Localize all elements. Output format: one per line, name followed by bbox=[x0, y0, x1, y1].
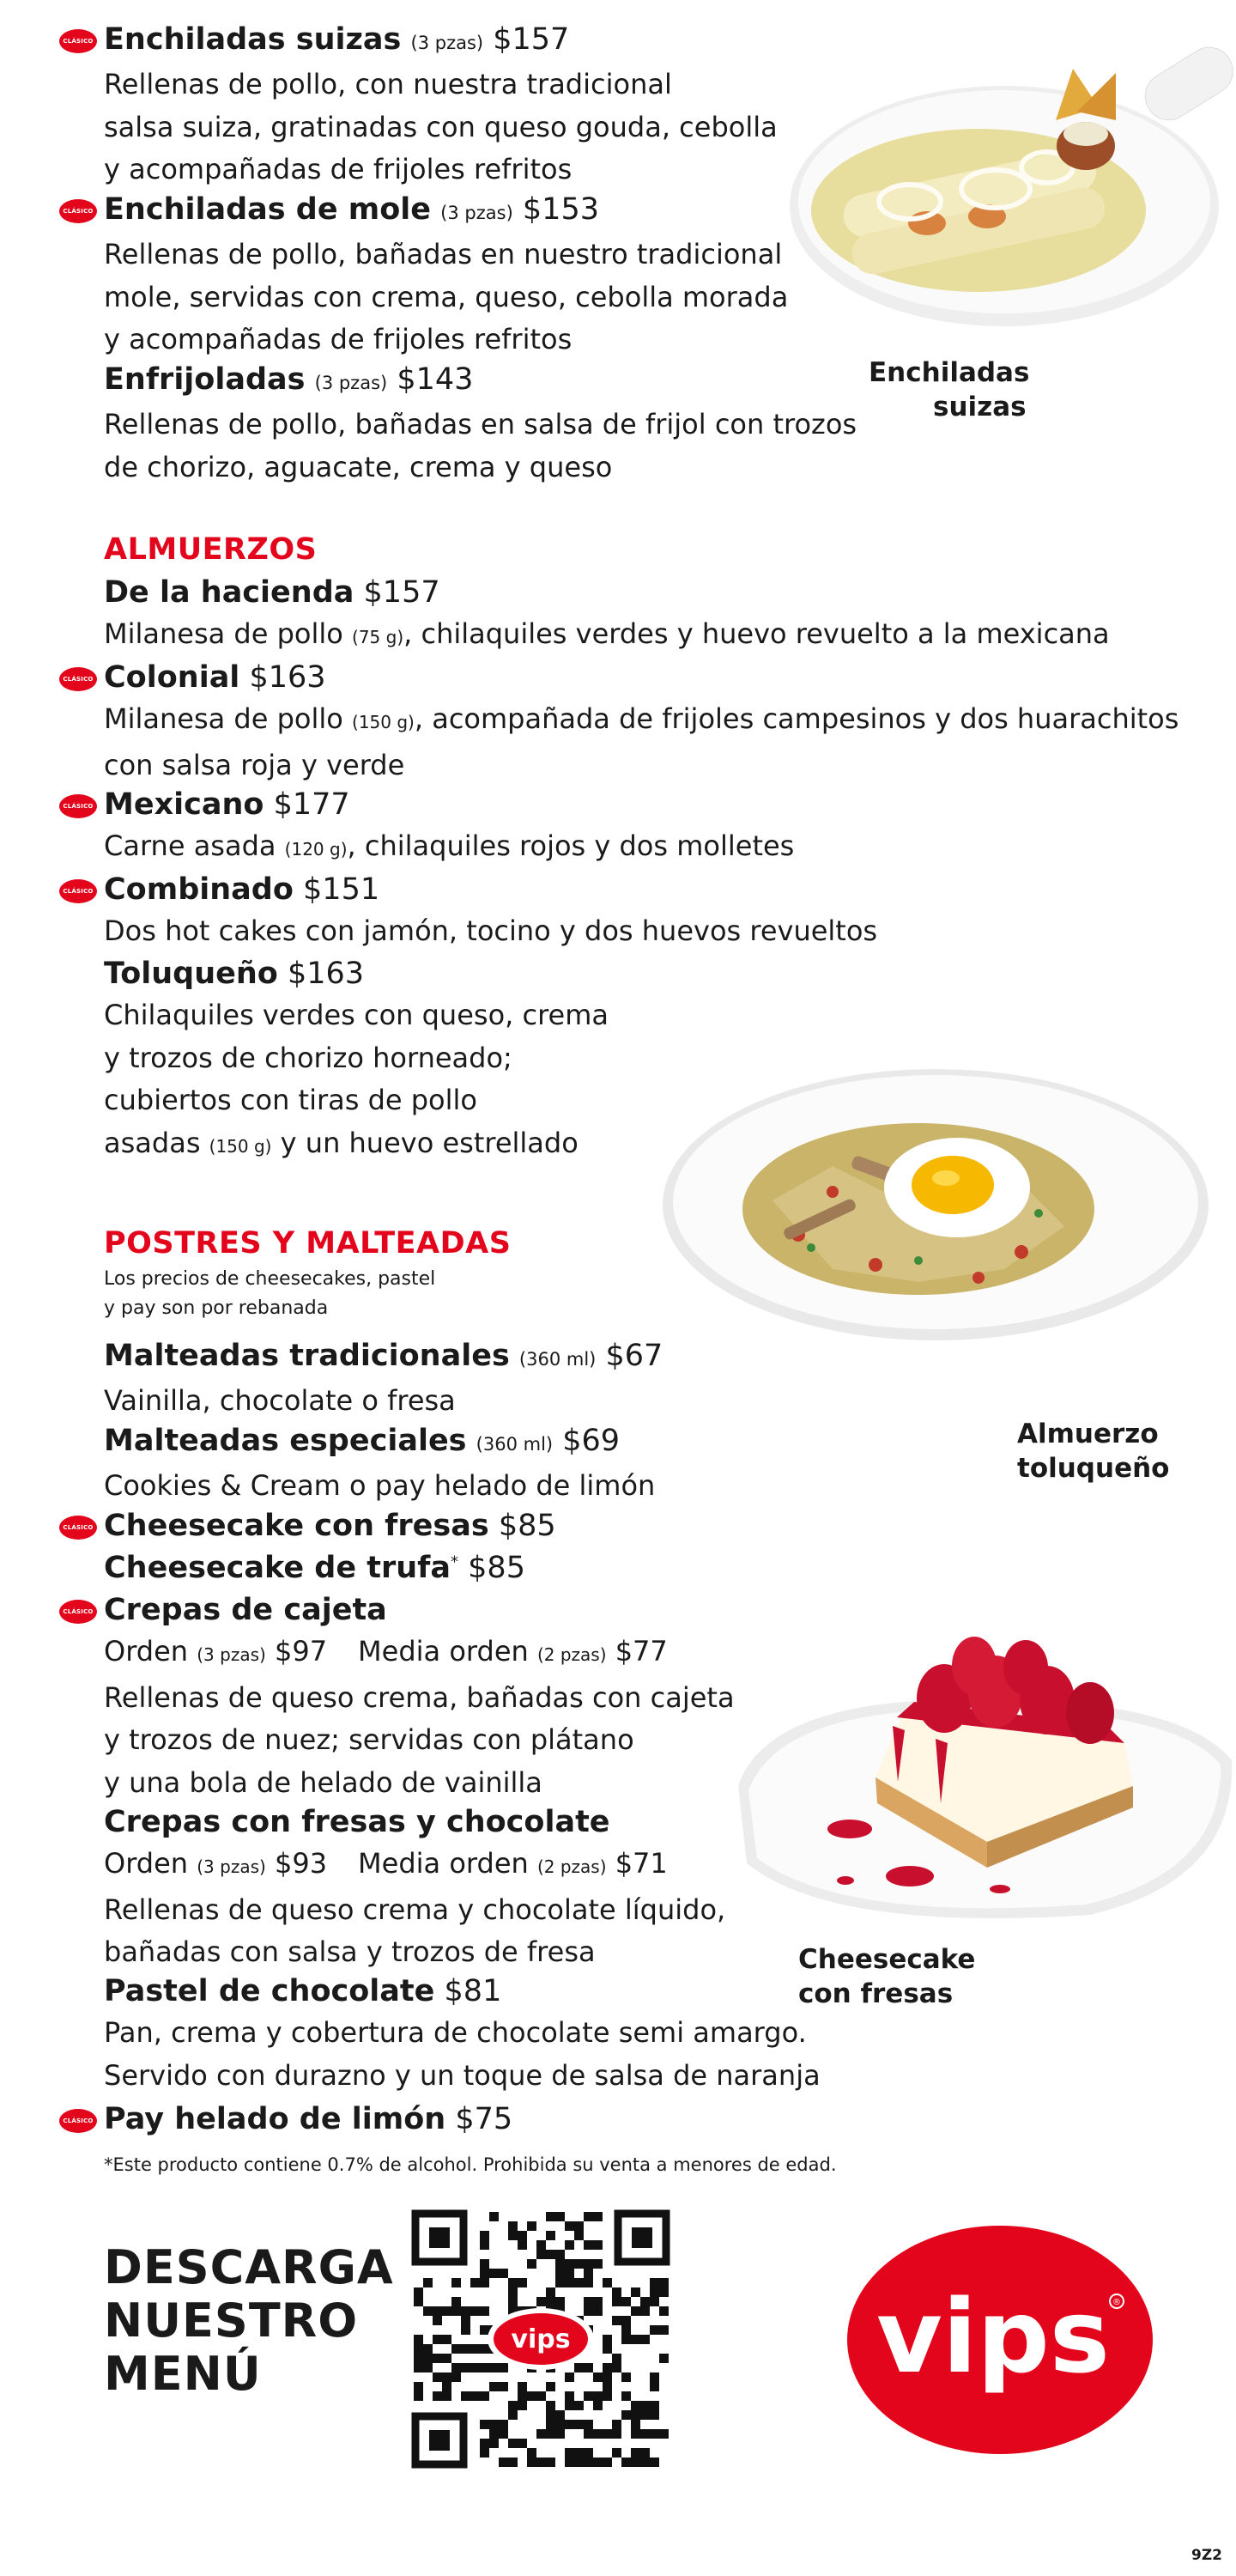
item-price: $85 bbox=[468, 1551, 525, 1585]
enchiladas-caption: Enchiladas suizas bbox=[869, 357, 1030, 422]
item-desc: Rellenas de pollo, bañadas en nuestro tradicional bbox=[104, 238, 783, 270]
menu-item-enchiladas-mole[interactable] bbox=[63, 189, 789, 361]
menu-item-combinado[interactable] bbox=[63, 869, 878, 953]
item-qty: (3 pzas) bbox=[440, 203, 513, 223]
menu-item-enfrijoladas[interactable] bbox=[104, 359, 857, 489]
menu-item-toluqueno[interactable] bbox=[104, 953, 609, 1168]
item-desc: bañadas con salsa y trozos de fresa bbox=[104, 1935, 596, 1968]
item-qty: (360 ml) bbox=[476, 1434, 554, 1455]
item-desc: y trozos de chorizo horneado; bbox=[104, 1041, 512, 1074]
clasico-badge-icon: CLÁSICO bbox=[59, 667, 97, 691]
item-name: Pastel de chocolate bbox=[104, 1974, 435, 2008]
item-desc: Dos hot cakes con jamón, tocino y dos huevos revueltos bbox=[104, 914, 878, 947]
menu-item-pay-helado-limon[interactable] bbox=[63, 2099, 513, 2140]
logo-text: vips bbox=[876, 2277, 1111, 2396]
item-desc: Rellenas de pollo, bañadas en salsa de frijol con trozos bbox=[104, 408, 857, 440]
item-desc: y trozos de nuez; servidas con plátano bbox=[104, 1723, 634, 1756]
item-desc: Milanesa de pollo (150 g), acompañada de frijoles campesinos y dos huarachitos bbox=[104, 702, 1179, 735]
item-desc: de chorizo, aguacate, crema y queso bbox=[104, 450, 613, 483]
menu-item-colonial[interactable] bbox=[63, 657, 1179, 787]
clasico-badge-icon: CLÁSICO bbox=[59, 794, 97, 818]
item-desc: Rellenas de pollo, con nuestra tradicional bbox=[104, 68, 672, 100]
item-desc: cubiertos con tiras de pollo bbox=[104, 1084, 477, 1116]
menu-item-de-la-hacienda[interactable] bbox=[104, 572, 1110, 659]
menu-item-crepas-fresas-chocolate[interactable] bbox=[104, 1801, 725, 1974]
item-order-prices: Orden (3 pzas) $93 Media orden (2 pzas) $71 bbox=[104, 1847, 668, 1880]
clasico-badge-icon: CLÁSICO bbox=[59, 29, 97, 53]
cheesecake-fresas-photo bbox=[730, 1631, 1236, 1941]
item-name: Crepas de cajeta bbox=[104, 1593, 387, 1627]
item-desc: Rellenas de queso crema y chocolate líquido, bbox=[104, 1893, 726, 1926]
item-price: $75 bbox=[455, 2102, 513, 2136]
item-name: Pay helado de limón bbox=[104, 2102, 446, 2136]
item-name: Malteadas especiales bbox=[104, 1424, 467, 1458]
item-name: Combinado bbox=[104, 872, 294, 907]
almuerzo-toluqueno-photo bbox=[661, 1063, 1210, 1346]
item-desc: Rellenas de queso crema, bañadas con cajeta bbox=[104, 1680, 735, 1714]
item-name: Crepas con fresas y chocolate bbox=[104, 1805, 610, 1839]
item-price: $67 bbox=[605, 1339, 663, 1373]
almuerzo-caption: Almuerzo toluqueño bbox=[1017, 1419, 1170, 1484]
item-price: $143 bbox=[397, 362, 474, 397]
item-desc: Carne asada (120 g), chilaquiles rojos y dos molletes bbox=[104, 829, 795, 862]
vips-logo bbox=[845, 2224, 1154, 2456]
item-desc: Vainilla, chocolate o fresa bbox=[104, 1384, 456, 1417]
menu-item-mexicano[interactable] bbox=[63, 784, 795, 872]
footnote: *Este producto contiene 0.7% de alcohol. Prohibida su venta a menores de edad. bbox=[104, 2154, 837, 2175]
item-desc: y acompañadas de frijoles refritos bbox=[104, 153, 573, 185]
cheesecake-caption: Cheesecake con fresas bbox=[798, 1944, 976, 2009]
clasico-badge-icon: CLÁSICO bbox=[59, 2109, 97, 2133]
item-name: Enfrijoladas bbox=[104, 362, 306, 397]
item-desc: Cookies & Cream o pay helado de limón bbox=[104, 1469, 656, 1502]
item-desc: mole, servidas con crema, queso, cebolla morada bbox=[104, 280, 789, 313]
menu-item-malteadas-tradicionales[interactable] bbox=[104, 1335, 663, 1423]
menu-item-enchiladas-suizas[interactable] bbox=[63, 19, 778, 191]
item-price: $163 bbox=[288, 957, 365, 991]
qr-code[interactable] bbox=[410, 2208, 671, 2470]
item-name: Enchiladas de mole bbox=[104, 192, 432, 227]
item-price: $69 bbox=[562, 1424, 621, 1458]
item-desc: Milanesa de pollo (75 g), chilaquiles verdes y huevo revuelto a la mexicana bbox=[104, 617, 1110, 650]
item-price: $157 bbox=[363, 575, 440, 610]
menu-item-cheesecake-trufa[interactable] bbox=[104, 1547, 525, 1589]
item-desc: Chilaquiles verdes con queso, crema bbox=[104, 999, 609, 1031]
almuerzos-title: ALMUERZOS bbox=[104, 532, 318, 567]
item-name: Colonial bbox=[104, 660, 240, 695]
clasico-badge-icon: CLÁSICO bbox=[59, 199, 97, 223]
item-price: $177 bbox=[273, 787, 350, 822]
item-desc: y una bola de helado de vainilla bbox=[104, 1765, 542, 1799]
registered-icon: ® bbox=[1112, 2298, 1121, 2307]
item-desc: asadas (150 g) y un huevo estrellado bbox=[104, 1126, 579, 1159]
item-price: $157 bbox=[493, 22, 570, 57]
menu-item-malteadas-especiales[interactable] bbox=[104, 1420, 655, 1508]
item-name: Mexicano bbox=[104, 787, 264, 822]
alcohol-mark: * bbox=[451, 1552, 459, 1571]
item-price: $151 bbox=[303, 872, 380, 907]
enchiladas-suizas-photo bbox=[772, 26, 1236, 352]
item-name: De la hacienda bbox=[104, 575, 354, 610]
clasico-badge-icon: CLÁSICO bbox=[59, 1516, 97, 1540]
item-price: $81 bbox=[444, 1974, 502, 2008]
qr-code-icon bbox=[410, 2208, 671, 2470]
postres-note: Los precios de cheesecakes, pastel y pay son por rebanada bbox=[104, 1268, 436, 1319]
item-qty: (360 ml) bbox=[518, 1349, 597, 1370]
item-price: $85 bbox=[498, 1509, 556, 1543]
item-order-prices: Orden (3 pzas) $97 Media orden (2 pzas) $77 bbox=[104, 1635, 668, 1668]
item-qty: (3 pzas) bbox=[314, 373, 388, 393]
item-desc: Pan, crema y cobertura de chocolate semi amargo. bbox=[104, 2016, 807, 2049]
postres-title: POSTRES Y MALTEADAS bbox=[104, 1226, 512, 1261]
item-name: Enchiladas suizas bbox=[104, 22, 402, 57]
item-name: Cheesecake con fresas bbox=[104, 1509, 489, 1543]
item-price: $153 bbox=[522, 192, 599, 227]
item-desc: salsa suiza, gratinadas con queso gouda, cebolla bbox=[104, 110, 778, 143]
download-menu-heading: DESCARGA NUESTRO MENÚ bbox=[104, 2240, 394, 2401]
item-name: Malteadas tradicionales bbox=[104, 1339, 510, 1373]
item-qty: (3 pzas) bbox=[410, 33, 484, 53]
item-price: $163 bbox=[249, 660, 326, 695]
qr-logo-text: vips bbox=[511, 2324, 571, 2354]
item-name: Toluqueño bbox=[104, 957, 278, 991]
menu-item-pastel-chocolate[interactable] bbox=[104, 1971, 821, 2097]
item-desc: Servido con durazno y un toque de salsa de naranja bbox=[104, 2058, 821, 2092]
clasico-badge-icon: CLÁSICO bbox=[59, 879, 97, 903]
page-number: 9Z2 bbox=[1191, 2547, 1222, 2564]
item-name: Cheesecake de trufa bbox=[104, 1551, 451, 1585]
item-desc: y acompañadas de frijoles refritos bbox=[104, 323, 573, 355]
item-desc: con salsa roja y verde bbox=[104, 748, 405, 781]
menu-item-crepas-cajeta[interactable] bbox=[63, 1589, 735, 1804]
menu-item-cheesecake-fresas[interactable] bbox=[63, 1505, 556, 1546]
clasico-badge-icon: CLÁSICO bbox=[59, 1600, 97, 1624]
